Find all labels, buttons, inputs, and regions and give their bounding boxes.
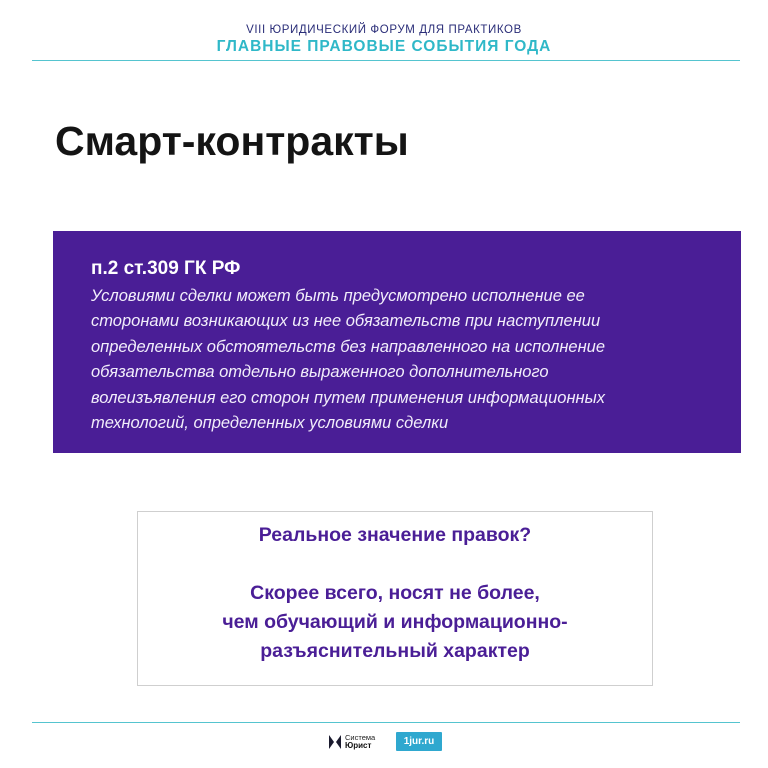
forum-subtitle: VIII ЮРИДИЧЕСКИЙ ФОРУМ ДЛЯ ПРАКТИКОВ xyxy=(246,24,522,36)
logo-line2: Юрист xyxy=(345,741,372,750)
law-quote-line: обязательства отдельно выраженного дополнительного xyxy=(91,363,549,382)
answer-line: разъяснительный характер xyxy=(260,640,530,662)
top-divider xyxy=(32,60,740,61)
law-quote-line: определенных обстоятельств без направленного на исполнение xyxy=(91,337,606,356)
site-link[interactable]: 1jur.ru xyxy=(396,732,442,751)
spacer xyxy=(138,550,652,579)
law-quote-text xyxy=(91,284,705,436)
logo-mark-icon xyxy=(329,735,341,749)
forum-headline: ГЛАВНЫЕ ПРАВОВЫЕ СОБЫТИЯ ГОДА xyxy=(216,38,552,55)
sistema-yurist-logo xyxy=(329,732,375,752)
bottom-divider xyxy=(32,722,740,723)
footer xyxy=(0,731,768,753)
question-answer-box xyxy=(137,511,653,686)
law-quote-box xyxy=(53,231,741,453)
slide-title: Смарт-контракты xyxy=(55,118,409,164)
law-quote-line: Условиями сделки может быть предусмотрено исполнение ее xyxy=(91,287,585,305)
law-quote-line: сторонами возникающих из нее обязательств при наступлении xyxy=(91,312,601,331)
law-quote-line: технологий, определенных условиями сделки xyxy=(91,414,449,433)
question-text: Реальное значение правок? xyxy=(258,524,532,546)
answer-line: Скорее всего, носят не более, xyxy=(250,582,540,604)
answer-line: чем обучающий и информационно- xyxy=(222,611,568,633)
law-quote-line: волеизъявления его сторон путем применения информационных xyxy=(91,388,606,407)
law-reference: п.2 ст.309 ГК РФ xyxy=(91,258,241,279)
logo-line1: Система xyxy=(345,733,376,742)
